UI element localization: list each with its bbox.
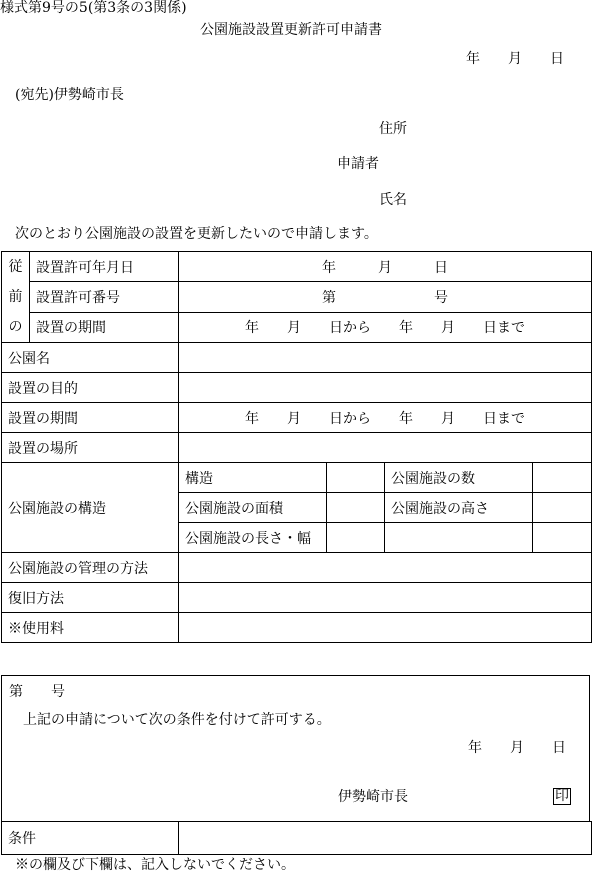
conditions-table [1, 821, 592, 855]
approval-text: 上記の申請について次の条件を付けて許可する。 [23, 712, 331, 728]
structure-item-label: 構造 [179, 463, 327, 493]
fee-field[interactable] [179, 613, 592, 643]
prev-date-field[interactable]: 年 月 日 [179, 252, 592, 282]
structure-item-field[interactable] [327, 463, 385, 493]
period-field[interactable]: 年 月 日から 年 月 日まで [179, 403, 592, 433]
document-title: 公園施設設置更新許可申請書 [200, 22, 382, 38]
length-item-field[interactable] [327, 523, 385, 553]
approval-box [1, 675, 590, 822]
form-number: 様式第9号の5(第3条の3関係) [0, 0, 187, 16]
place-field[interactable] [179, 433, 592, 463]
prev-date-label: 設置許可年月日 [30, 252, 179, 282]
height-item-label: 公園施設の高さ [385, 493, 533, 523]
mayor-name: 伊勢崎市長 [338, 789, 408, 805]
intro-text: 次のとおり公園施設の設置を更新したいので申請します。 [15, 226, 378, 242]
management-label: 公園施設の管理の方法 [2, 553, 179, 583]
area-item-field[interactable] [327, 493, 385, 523]
purpose-label: 設置の目的 [2, 373, 179, 403]
park-name-field[interactable] [179, 343, 592, 373]
conditions-label: 条件 [2, 822, 179, 855]
management-field[interactable] [179, 553, 592, 583]
park-name-label: 公園名 [2, 343, 179, 373]
blank-label-cell [385, 523, 533, 553]
prev-period-label: 設置の期間 [30, 312, 179, 342]
count-item-field[interactable] [533, 463, 592, 493]
area-item-label: 公園施設の面積 [179, 493, 327, 523]
place-label: 設置の場所 [2, 433, 179, 463]
count-item-label: 公園施設の数 [385, 463, 533, 493]
period-label: 設置の期間 [2, 403, 179, 433]
length-item-label: 公園施設の長さ・幅 [179, 523, 327, 553]
prev-number-label: 設置許可番号 [30, 282, 179, 312]
previous-permit-side-label: 従 前 の [2, 252, 30, 343]
addressee: (宛先)伊勢崎市長 [15, 87, 124, 103]
approval-date: 年 月 日 [468, 740, 566, 756]
blank-field-cell [533, 523, 592, 553]
prev-period-field[interactable]: 年 月 日から 年 月 日まで [179, 312, 592, 342]
restoration-field[interactable] [179, 583, 592, 613]
applicant-label: 申請者 [337, 156, 379, 172]
application-table [1, 251, 592, 643]
height-item-field[interactable] [533, 493, 592, 523]
structure-label: 公園施設の構造 [2, 463, 179, 553]
footer-note: ※の欄及び下欄は、記入しないでください。 [15, 857, 295, 873]
purpose-field[interactable] [179, 373, 592, 403]
prev-number-field[interactable]: 第 号 [179, 282, 592, 312]
fee-label: ※使用料 [2, 613, 179, 643]
application-date: 年 月 日 [466, 51, 564, 67]
name-label: 氏名 [379, 192, 407, 208]
official-seal: 印 [555, 788, 569, 804]
restoration-label: 復旧方法 [2, 583, 179, 613]
approval-number: 第 号 [9, 684, 65, 700]
address-label: 住所 [379, 121, 407, 137]
conditions-field[interactable] [179, 822, 592, 855]
